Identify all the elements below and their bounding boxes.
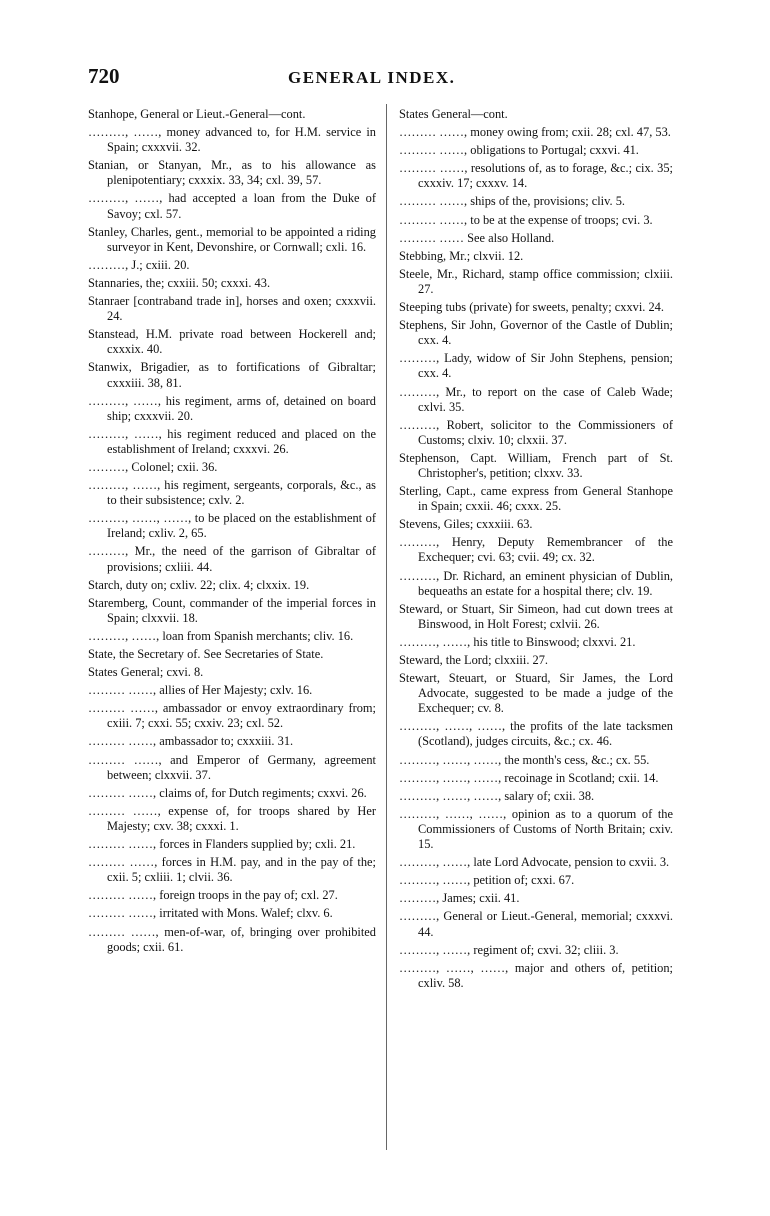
index-entry: ………, ……, his title to Binswood; clxxvi. 21. (399, 634, 636, 649)
index-entry: ……… ……, irritated with Mons. Walef; clxv. 6. (88, 906, 333, 921)
index-entry: Stevens, Giles; cxxxiii. 63. (399, 517, 533, 532)
index-entry: ………, ……, his regiment, sergeants, corporals, &c., as to their subsistence; cxlv. 2. (88, 478, 376, 508)
index-entry: ………, Robert, solicitor to the Commissioners of Customs; clxiv. 10; clxxii. 37. (399, 417, 673, 447)
index-entry: Stannaries, the; cxxiii. 50; cxxxi. 43. (88, 275, 271, 290)
index-entry: ………, Dr. Richard, an eminent physician of Dublin, bequeaths an estate for a hospital there; clv. 19. (399, 568, 673, 598)
index-entry: Stephenson, Capt. William, French part of St. Christopher's, petition; clxxv. 33. (399, 450, 673, 480)
index-entry: States General; cxvi. 8. (88, 665, 204, 680)
index-entry: ………, ……, money advanced to, for H.M. service in Spain; cxxxvii. 32. (88, 125, 376, 155)
index-entry: ……… ……, forces in Flanders supplied by; cxli. 21. (88, 837, 356, 852)
column-divider (386, 104, 387, 1150)
index-entry: ………, ……, ……, recoinage in Scotland; cxii. 14. (399, 770, 659, 785)
index-entry: ………, James; cxii. 41. (399, 891, 520, 906)
index-entry: ……… …… See also Holland. (399, 230, 555, 245)
index-entry: ………, Colonel; cxii. 36. (88, 459, 218, 474)
index-entry: ………, ……, ……, opinion as to a quorum of the Commissioners of Customs of North Britain; cxiv. 15. (399, 806, 673, 852)
index-entry: Stephens, Sir John, Governor of the Castle of Dublin; cxx. 4. (399, 318, 673, 348)
index-entry: ………, ……, loan from Spanish merchants; cliv. 16. (88, 628, 354, 643)
index-entry: States General—cont. (399, 107, 508, 121)
index-entry: ……… ……, men-of-war, of, bringing over prohibited goods; cxii. 61. (88, 924, 376, 954)
index-entry: ……… ……, ships of the, provisions; cliv. 5. (399, 194, 626, 209)
index-entry: Steward, or Stuart, Sir Simeon, had cut down trees at Binswood, in Holt Forest; cxlvii. 26. (399, 601, 673, 631)
index-entry: ………, Henry, Deputy Remembrancer of the Exchequer; cvi. 63; cvii. 49; cx. 32. (399, 535, 673, 565)
page-header (88, 64, 688, 92)
index-entry: ………, ……, ……, major and others of, petition; cxliv. 58. (399, 960, 673, 990)
index-entry: ……… ……, allies of Her Majesty; cxlv. 16. (88, 683, 313, 698)
page-number: 720 (88, 64, 120, 88)
index-entry: Steeping tubs (private) for sweets, penalty; cxxvi. 24. (399, 300, 664, 315)
index-entry: ………, J.; cxiii. 20. (88, 257, 190, 272)
index-entry: ………, Lady, widow of Sir John Stephens, pension; cxx. 4. (399, 351, 673, 381)
index-entry: Stanian, or Stanyan, Mr., as to his allowance as plenipotentiary; cxxxix. 33, 34; cxl. 39, 57. (88, 158, 376, 188)
index-entry: ………, ……, had accepted a loan from the Duke of Savoy; cxl. 57. (88, 191, 376, 221)
index-entry: ……… ……, to be at the expense of troops; cvi. 3. (399, 212, 653, 227)
index-entry: ……… ……, foreign troops in the pay of; cxl. 27. (88, 888, 338, 903)
page-title: GENERAL INDEX. (288, 68, 456, 87)
index-entry: State, the Secretary of. See Secretaries of State. (88, 647, 324, 661)
index-entry: ……… ……, ambassador to; cxxxiii. 31. (88, 734, 294, 749)
index-entry: Stanhope, General or Lieut.-General—cont. (88, 107, 306, 121)
index-entry: Staremberg, Count, commander of the imperial forces in Spain; clxxvii. 18. (88, 595, 376, 625)
index-entry: ………, ……, his regiment, arms of, detained on board ship; cxxxvii. 20. (88, 393, 376, 423)
index-entry: ……… ……, and Emperor of Germany, agreement between; clxxvii. 37. (88, 752, 376, 782)
index-entry: Steward, the Lord; clxxiii. 27. (399, 653, 549, 667)
index-entry: Stanwix, Brigadier, as to fortifications of Gibraltar; cxxxiii. 38, 81. (88, 360, 376, 390)
index-entry: ……… ……, money owing from; cxii. 28; cxl. 47, 53. (399, 125, 671, 140)
index-entry: ………, ……, late Lord Advocate, pension to cxvii. 3. (399, 855, 670, 870)
right-column (399, 107, 673, 994)
index-entry: ………, ……, petition of; cxxi. 67. (399, 873, 575, 888)
index-entry: ………, Mr., to report on the case of Caleb Wade; cxlvi. 35. (399, 384, 673, 414)
index-entry: ………, ……, ……, the month's cess, &c.; cx. 55. (399, 752, 650, 767)
index-entry: Stanstead, H.M. private road between Hockerell and; cxxxix. 40. (88, 327, 376, 357)
index-entry: ……… ……, expense of, for troops shared by Her Majesty; cxv. 38; cxxxi. 1. (88, 803, 376, 833)
index-entry: ………, Mr., the need of the garrison of Gibraltar of provisions; cxliii. 44. (88, 544, 376, 574)
left-column (88, 107, 376, 958)
index-entry: Stewart, Steuart, or Stuard, Sir James, the Lord Advocate, suggested to be made a judge of the Exchequer; cv. 8. (399, 671, 673, 716)
index-entry: ………, ……, his regiment reduced and placed on the establishment of Ireland; cxxxvi. 26. (88, 426, 376, 456)
index-entry: ……… ……, forces in H.M. pay, and in the pay of the; cxii. 5; cxliii. 1; clvii. 36. (88, 855, 376, 885)
index-entry: ………, ……, ……, the profits of the late tacksmen (Scotland), judges circuits, &c.; cx. 46. (399, 719, 673, 749)
index-entry: Stanley, Charles, gent., memorial to be appointed a riding surveyor in Kent, Devonshire, or Cornwall; cxli. 16. (88, 224, 376, 254)
index-entry: ……… ……, ambassador or envoy extraordinary from; cxiii. 7; cxxi. 55; cxxiv. 23; cxl. 52. (88, 701, 376, 731)
index-entry: ………, General or Lieut.-General, memorial; cxxxvi. 44. (399, 909, 673, 939)
index-entry: ………, ……, regiment of; cxvi. 32; cliii. 3. (399, 942, 619, 957)
index-entry: Starch, duty on; cxliv. 22; clix. 4; clxxix. 19. (88, 577, 310, 592)
index-entry: ……… ……, claims of, for Dutch regiments; cxxvi. 26. (88, 785, 367, 800)
index-entry: ……… ……, resolutions of, as to forage, &c.; cix. 35; cxxxiv. 17; cxxxv. 14. (399, 161, 673, 191)
index-entry: ………, ……, ……, salary of; cxii. 38. (399, 788, 595, 803)
index-entry: Sterling, Capt., came express from General Stanhope in Spain; cxxii. 46; cxxx. 25. (399, 484, 673, 514)
index-entry: Stanraer [contraband trade in], horses and oxen; cxxxvii. 24. (88, 294, 376, 324)
index-entry: Stebbing, Mr.; clxvii. 12. (399, 248, 524, 263)
index-entry: ………, ……, ……, to be placed on the establishment of Ireland; cxliv. 2, 65. (88, 511, 376, 541)
index-entry: Steele, Mr., Richard, stamp office commission; clxiii. 27. (399, 266, 673, 296)
index-entry: ……… ……, obligations to Portugal; cxxvi. 41. (399, 143, 639, 158)
